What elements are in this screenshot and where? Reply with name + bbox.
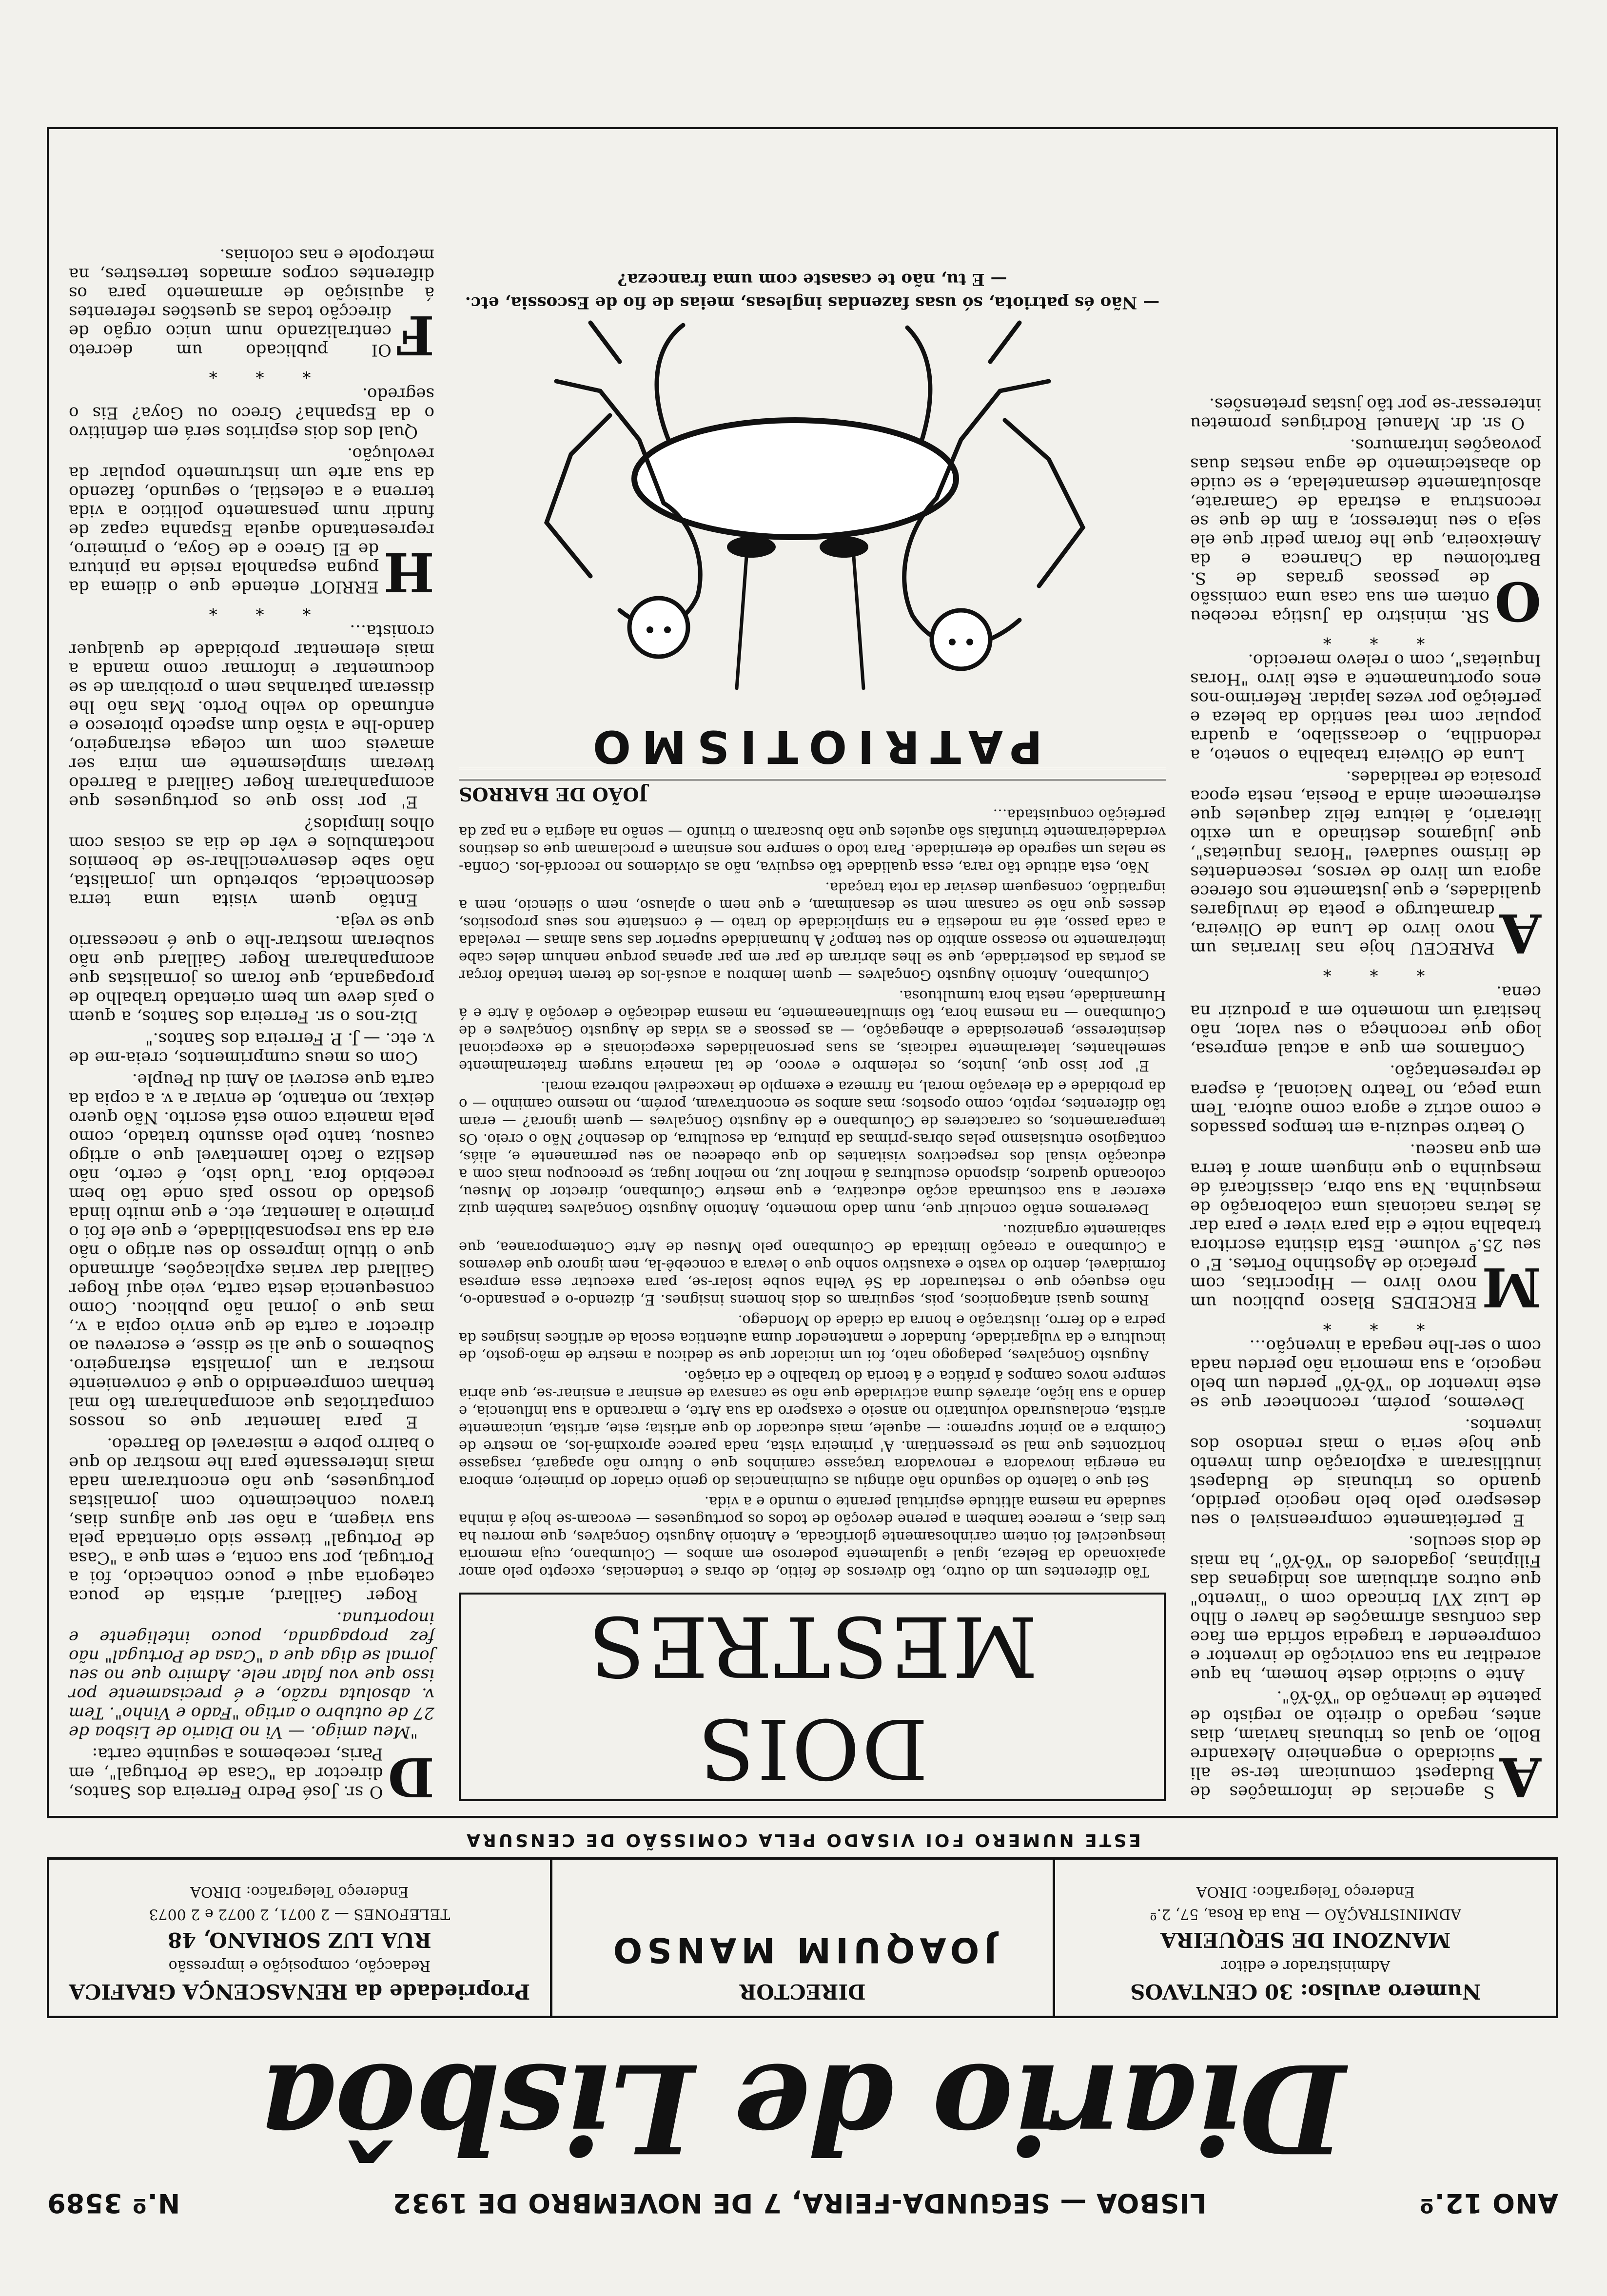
owner-box	[49, 1860, 552, 2016]
article-paragraph: Então quem visita uma terra desconhecida, sobretudo um jornalista, não sabe desenvencilhar-se de boemios noctambulos e vêr de dia as coisas com olhos limpidos?	[69, 814, 434, 910]
dateline-bar	[47, 2184, 1558, 2223]
article-paragraph: E' por isso que os portugueses que acompanharam Roger Gaillard a Barredo tiveram simplesmente em mira ser amaveis com um colega estrangeiro, dando-lhe a visão dum aspecto pitoresco e enfumado do velho Porto. Mas não lhe disseram patranhas nem o proibiram de se documentar e informar como manda a mais elementar probidade de qualquer cronista…	[69, 621, 434, 812]
article-headline: DOIS MESTRES	[459, 1593, 1166, 1801]
article-paragraph: A PARECEU hoje nas livrarias um novo livro de Luna de Oliveira, dramaturgo e poeta de invulgares qualidades, e que justamente nos oferece agora um livro de versos, rescendentes de lirismo saudavel "Horas Inquietas", que julgamos destinado a um exito literario, á leitura feliz daqueles que estremecem ainda a Poesia, nesta epoca prosaica de realidades.	[1190, 767, 1541, 965]
article-paragraph: Augusto Gonçalves, pedagogo nato, foi um iniciador que se dedicou a mestre de mão-gosto, de incultura e da vulgaridade, fundador e mantenedor duma autentica escola de artifices insignes da pedra e do ferro, ilustração e honra da cidade do Mondego.	[459, 1312, 1166, 1364]
phones: TELEFONES — 2 0071, 2 0072 e 2 0073	[149, 1906, 451, 1923]
article-paragraph: E perfeitamente compreensivel o seu desespero pelo belo negocio perdido, quando os tribunais de Budapest inutilisaram a exploração dum invento que hoje seria o mais rendoso dos inventos.	[1190, 1415, 1541, 1530]
letter-paragraph: E para lamentar que os nossos compatriotas que acompanharam tão mal tenham compreendido o que é conveniente mostrar a um jornalista estrangeiro. Soubemos o que ali se disse, e escreveu ao director a carta de que envio copia a v., mas que o jornal não publicou. Como consequencia desta carta, veio aquí Roger Gaillard dar varias explicações, afirmando que o titulo impresso do seu artigo o não era da sua responsabilidade, e que ele foi o primeiro a lamentar, etc. e que muito linda gostado do nosso país onde tão bem recebido fora. Tudo isto, é certo, não desliza o facto lamentavel que o artigo causou, tanto pelo assunto tratado, como pela maneira como está escrito. Não quero deixar, no entanto, de enviar a v. a copia da carta que escrevi ao Ami du Peuple.	[69, 1070, 434, 1432]
article-paragraph: Tão diferentes um do outro, tão diversos de feitio, de obras e tendencias, excepto pelo amor apaixonado da Beleza, igual e igualmente poderoso em ambos — Columbano, cuja memoria inesquecivel foi ontem carinhosamente glorificada, e Antonio Augusto Gonçalves, que morreu ha tres dias, e merece tambem a perene devoção de todos os portugueses — evocam-se hoje á minha saudade na mesma altitude espiritual perante o mundo e a vida.	[459, 1494, 1166, 1580]
admin-name: MANZONI DE SEQUEIRA	[1160, 1928, 1451, 1952]
owner: Propriedade da RENASCENÇA GRAFICA	[69, 1980, 530, 2004]
price: Numero avulso: 30 CENTAVOS	[1130, 1980, 1481, 2004]
owner-sub: Redacção, composição e impressão	[168, 1957, 431, 1974]
article-paragraph: E' por isso que, juntos, os relembro e evoco, de tal maneira surgem fraternalmente semelhantes, lateralmente radicais, as suas personalidades excepcionais e de excepcional desinteresse, generosidade e abnegação, — as pessoas e as vidas de Augusto Gonçalves e de Columbano — na mesma hora, tão simultaneamente, na mesma dedicação e devoção á Arte e á Humanidade, nesta hora tumultuosa.	[459, 988, 1166, 1074]
admin-address: ADMINISTRAÇÃO — Rua da Rosa, 57, 2.º	[1150, 1906, 1461, 1923]
article-body	[459, 785, 1166, 1581]
newspaper-page	[47, 78, 1558, 2223]
cartoon-illustration	[459, 313, 1166, 732]
censorship-notice: ESTE NUMERO FOI VISADO PELA COMISSÃO DE CENSURA	[464, 1830, 1141, 1850]
article-paragraph: O teatro seduziu-a em tempos passados e como actriz e agora como autora. Tem uma peça, no Teatro Nacional, á espera de representação.	[1190, 1061, 1541, 1138]
section-stars: * * *	[1306, 1314, 1425, 1334]
article-paragraph: Deveremos então concluir que, num dado momento, Antonio Augusto Gonçalves também quiz exercer a sua costumada acção educativa, e que mestre Columbano, director do Museu, colocando quadros, dispondo esculturas á melhor luz, no melhor lugar, se preocupou mais com a educação visual dos respectivos visitantes do que obedeceu ao seu permanente e, aliás, contagioso entusiasmo pelas obras-primas da pintura, da escultura, do desenho? Não o creio. Os temperamentos, os caracteres de Columbano e de Augusto Gonçalves — quem ignora? — eram tão diferentes, repito, como opostos; mas ambos se encontravam, porém, no mesmo caminho — o da probidade e da elevação moral, na firmeza e exemplo de inexcedivel nobreza moral.	[459, 1078, 1166, 1218]
director-box	[552, 1860, 1056, 2016]
cartoon-caption: — Não és patriota, só usas fazendas inglesas, meias de fio de Escossia, etc.	[465, 293, 1160, 312]
cartoon-title: PATRIOTISMO	[582, 720, 1043, 773]
article-paragraph: Rumos quasi antagonicos, pois, seguiram os dois homens insignes. E, dizendo-o e pensando-o, não esqueço que o restaurador da Sé Velha soube isolar-se, para executar essa empresa formidavel, dentro do vasto e exaustivo sonho que o levara a concebê-la, nem ignoro que devemos a Columbano a creação limitada de Columbano pelo Museu de Arte Contemporanea, que sabiamente organizou.	[459, 1222, 1166, 1308]
drop-cap: M	[1482, 1256, 1541, 1319]
drop-cap: H	[384, 541, 434, 603]
letter-paragraph: Roger Gaillard, artista de pouca categoria aqui e pouco conhecido, foi a Portugal, por sua conta, e sem que a "Casa de Portugal" tivesse sido orientada pela sua viagem, a não ser que alguns dias, travou conhecimento com jornalistas portugueses, que não encontraram nada mais interessante para lhe mostrar do que o bairro pobre e miseravel do Barredo.	[69, 1434, 434, 1606]
article-paragraph: Não, esta atitude tão rara, essa qualidade tão esquiva, não as olvidemos no recordá-los. Confia-se nelas um segredo de eternidade. Para todo o sempre nos ensinam e proclamam que os destinos verdadeiramente triunfais são aqueles que não buscaram o triunfo — senão na alegria e na paz da perfeição conquistada…	[459, 806, 1166, 876]
byline: JOÃO DE BARROS	[459, 783, 648, 805]
masthead-title: Diario de Lisbôa	[259, 2037, 1346, 2180]
article-paragraph: F OI publicado um decreto centralizando num unico orgão de direcção todas as questões referentes á aquisição de armamento para os diferentes corpos armados terrestres, na metropole e nas colonias.	[69, 245, 434, 367]
admin-telegraph: Endereço Telegrafico: DIROA	[1196, 1883, 1415, 1900]
director-name: JOAQUIM MANSO	[608, 1930, 997, 1970]
left-column	[1190, 391, 1541, 1809]
article-paragraph: Qual dos dois espiritos será em definitivo o da Espanha? Greco ou Goya? Eis o segredo.	[69, 384, 434, 442]
director-role: DIRECTOR	[739, 1980, 866, 2004]
section-stars: * * *	[1306, 960, 1425, 980]
drop-cap: D	[388, 1746, 434, 1809]
dateline: LISBOA — SEGUNDA-FEIRA, 7 DE NOVEMBRO DE 1932	[392, 2188, 1207, 2219]
article-paragraph: Columbano, Antonio Augusto Gonçalves — quem lembrou a acusá-los de terem tentado forçar as portas da posteridade, que se lhes abriram de par em par apenas porque nenhum deles cabe inteiramente no escasso ambito do seu tempo? A humanidade superior das suas almas — revelada a cada passo, até na modestia e na simplicidade do trato — é constante nos seus propositos, desses que não se cansam nem se desanimam, e que nem o aplauso, nem o silencio, nem a ingratidão, conseguem desviar da rota traçada.	[459, 879, 1166, 984]
issue-number: N.º 3589	[47, 2188, 180, 2219]
article-paragraph: Devemos, porém, reconhecer que se este inventor do "Yô-Yô" perdeu um belo negocio, a sua memoria não perdeu nada com o ser-lhe negada a invenção…	[1190, 1336, 1541, 1413]
article-paragraph: Sei que o talento do segundo não atingiu as culminancias do genio criador do primeiro, embora na energia inovadora e renovadora traçasse caminhos que o futuro não apagará, rasgasse horizontes que mal se pressentiam. A' primeira vista, nada parece aproximá-los, ao mestre de Coimbra e ao pintor supremo: — aquele, mais educador do que artista; este, artista, unicamente artista, enclausurado voluntario no anseio e exaspero da sua Arte, e marcando a sua influencia, e dando a sua lição, através duma actividade que não se cansava de ensinar a ensinar-se, que abria sempre novos campos á prática e á teoria do trabalho e da criação.	[459, 1368, 1166, 1490]
admin-box	[1055, 1860, 1556, 2016]
article-paragraph: O sr. dr. Manuel Rodrigues prometeu interessar-se por tão justas pretensões.	[1190, 394, 1541, 433]
owner-telegraph: Endereço Telegrafico: DIROA	[190, 1883, 409, 1900]
drop-cap: O	[1494, 570, 1541, 633]
article-paragraph: M ERCEDES Blasco publicou um novo livro — Hipocritas, com prefacio de Agostinho Fortes. E' o seu 25.º volume. Esta distinta escritora trabalha noite e dia para viver e para dar ás letras nacionais uma colaboração de mesquinha. Na sua obra, classificará de mesquinha o que ninguem amor á terra em que nasceu.	[1190, 1140, 1541, 1319]
year-label: ANO 12.º	[1419, 2188, 1558, 2219]
drop-cap: A	[1499, 902, 1541, 965]
center-column	[459, 266, 1166, 1801]
article-paragraph: A S agencias de informações de Budapest comunicam ter-se ali suicidado o engenheiro Alexandre Bollo, ao qual os tribunais haviam, dias antes, negado o direito ao registo de patente de invenção do "Yô-Yô".	[1190, 1687, 1541, 1809]
section-stars: * * *	[1306, 628, 1425, 648]
drop-cap: F	[396, 304, 434, 367]
section-stars: * * *	[192, 599, 311, 619]
letter-paragraph: "Meu amigo. — Vi no Diario de Lisboa de 27 de outubro o artigo "Fado e Vinho". Tem v. absoluta razão, e é precisamente por isso que vou falar nele. Admiro que no seu jornal se diga que a "Casa de Portugal" não fez propaganda, pouco inteligente e inoportuna.	[69, 1608, 434, 1742]
letter-signoff: Com os meus cumprimentos, creia-me de v. etc. — J. P. Ferreira dos Santos."	[69, 1029, 434, 1068]
article-paragraph: Ante o suicidio deste homem, ha que acreditar na sua convicção de inventor e compreender a tragedia sofrida em face das confusas afirmações de haver o filho de Luiz XVI brincado com o "invento" que outros atribuiam aos indigenas das Filipinas, jogadores do "Yô-Yô", ha mais de dois seculos.	[1190, 1532, 1541, 1685]
section-stars: * * *	[192, 362, 311, 382]
street: RUA LUZ SORIANO, 48	[167, 1928, 431, 1952]
article-paragraph: O SR. ministro da Justiça recebeu ontem em sua casa uma comissão de pessoas gradas de S. Bartolomeu da Charneca e da Ameixoeira, que lhe foram pedir que ele seja o seu interessor, a fim de que se reconstrua a estrada de Camarate, absolutamente desmantelada, e se cuide do abastecimento de agua nestas duas povoações intramuros.	[1190, 435, 1541, 633]
drop-cap: A	[1499, 1746, 1541, 1809]
article-paragraph: H ERRIOT entende que o dilema da pugna espanhola reside na pintura de El Greco e de Goya, o primeiro, representando aquela Espanha capaz de fundir num pensamento politico a vida terrena e a celestial, o segundo, fazendo da sua arte um instrumento popular da revolução.	[69, 444, 434, 603]
article-paragraph: Diz-nos o sr. Ferreira dos Santos, a quem o país deve um bem orientado trabalho de propaganda, que foram os jornalistas que acompanharam Roger Gaillard que não souberam mostrar-lhe o que é necessario que se veja.	[69, 912, 434, 1027]
right-column	[69, 242, 434, 1809]
body-frame	[47, 127, 1558, 1818]
article-paragraph: D O sr. José Pedro Ferreira dos Santos, director da "Casa de Portugal", em Paris, recebemos a seguinte carta:	[69, 1744, 434, 1809]
info-bar	[47, 1857, 1558, 2018]
cartoon-caption: — E tu, não te casaste com uma franceza?	[617, 270, 1007, 289]
admin-role: Administrador e editor	[1221, 1957, 1391, 1974]
article-paragraph: Confiamos em que a actual empresa, logo que reconheça o seu valor, não hesitará um momento em a produzir na cena.	[1190, 982, 1541, 1059]
article-paragraph: Luna de Oliveira trabalha o soneto, a redondilha, o decassilabo, a quadra popular com real sentido da beleza e perfeição por vezes lapidar. Referimo-nos enos oportunamente a este livro "Horas Inquietas", com o relevo merecido.	[1190, 650, 1541, 765]
